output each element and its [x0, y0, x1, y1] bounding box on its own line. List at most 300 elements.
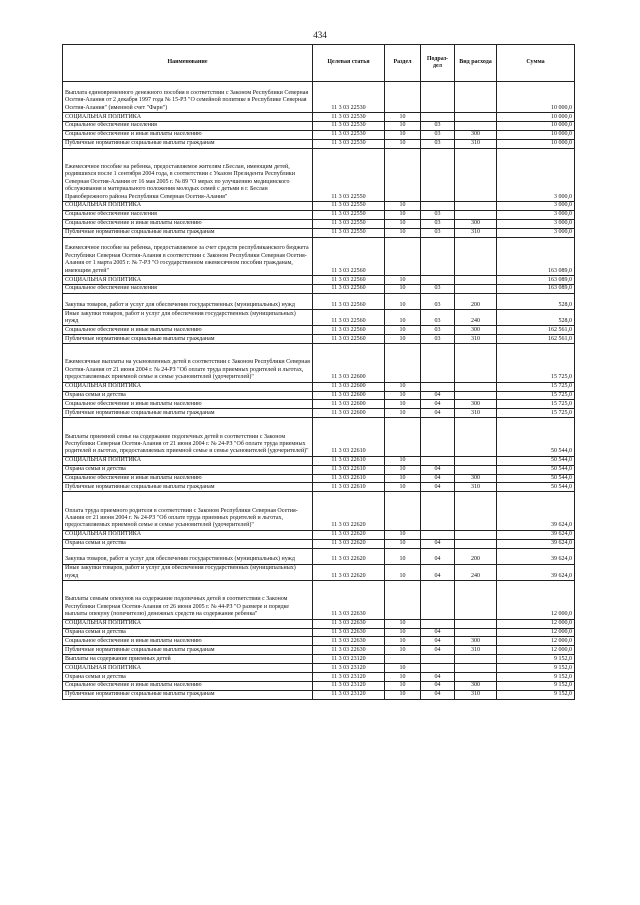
cell-section: 10	[385, 664, 421, 673]
cell-name: Ежемесячное пособие на ребенка, предоставляемое жителям г.Беслан, имеющим детей, родившихся после 1 сентября 2004 года, в соответствии с Указом Президента Республики Северная Осетия-Алания от 16 мая 2005 г. № 89 "О мерах по улучшению медицинского обслуживания и материального положения молодых семей с детьми в г. Беслан Правобережного района Республики Северная Осетия-Алания"	[63, 148, 313, 201]
cell-subsection	[421, 148, 455, 201]
cell-subsection: 04	[421, 690, 455, 699]
table-row	[63, 326, 575, 335]
cell-target-article: 11 3 03 22600	[313, 382, 385, 391]
cell-sum: 39 624,0	[497, 492, 575, 531]
cell-target-article: 11 3 03 22600	[313, 400, 385, 409]
cell-expense-type: 240	[455, 564, 497, 580]
cell-sum: 9 152,0	[497, 664, 575, 673]
cell-name: Охрана семьи и детства	[63, 673, 313, 682]
cell-section: 10	[385, 539, 421, 548]
cell-expense-type: 310	[455, 646, 497, 655]
cell-expense-type	[455, 237, 497, 276]
table-row	[63, 237, 575, 276]
table-row	[63, 335, 575, 344]
cell-section	[385, 492, 421, 531]
cell-section: 10	[385, 548, 421, 564]
cell-target-article: 11 3 03 23120	[313, 681, 385, 690]
cell-target-article: 11 3 03 22560	[313, 276, 385, 285]
cell-target-article: 11 3 03 22630	[313, 619, 385, 628]
cell-sum: 3 000,0	[497, 228, 575, 237]
cell-sum: 15 725,0	[497, 400, 575, 409]
cell-target-article: 11 3 03 22560	[313, 335, 385, 344]
table-row	[63, 148, 575, 201]
cell-name: Оплата труда приемного родителя в соответствии с Законом Республики Северная Осетия-Алания от 21 июня 2004 г. № 24-РЗ "Об оплате труда приемных родителей и льготах, предоставляемых приемной семье и семье усыновителей (удочерителей)"	[63, 492, 313, 531]
cell-target-article: 11 3 03 22620	[313, 539, 385, 548]
cell-name: Социальное обеспечение населения	[63, 121, 313, 130]
cell-subsection	[421, 530, 455, 539]
cell-target-article: 11 3 03 22600	[313, 409, 385, 418]
cell-subsection	[421, 237, 455, 276]
cell-expense-type: 300	[455, 474, 497, 483]
cell-target-article: 11 3 03 22560	[313, 284, 385, 293]
cell-sum: 10 000,0	[497, 82, 575, 113]
cell-expense-type	[455, 284, 497, 293]
table-row	[63, 673, 575, 682]
table-row	[63, 530, 575, 539]
table-header	[63, 45, 575, 82]
cell-sum: 50 544,0	[497, 465, 575, 474]
cell-expense-type	[455, 113, 497, 122]
cell-expense-type: 300	[455, 219, 497, 228]
cell-expense-type	[455, 276, 497, 285]
cell-name: Социальное обеспечение и иные выплаты населению	[63, 637, 313, 646]
cell-subsection	[421, 382, 455, 391]
cell-sum: 15 725,0	[497, 391, 575, 400]
cell-subsection	[421, 581, 455, 620]
cell-section: 10	[385, 139, 421, 148]
cell-sum: 39 624,0	[497, 564, 575, 580]
cell-section: 10	[385, 619, 421, 628]
cell-target-article: 11 3 03 22630	[313, 646, 385, 655]
table-row	[63, 690, 575, 699]
table-row	[63, 130, 575, 139]
cell-target-article: 11 3 03 23120	[313, 664, 385, 673]
cell-section	[385, 148, 421, 201]
cell-expense-type: 200	[455, 548, 497, 564]
table-row	[63, 655, 575, 664]
cell-section	[385, 237, 421, 276]
cell-expense-type	[455, 673, 497, 682]
cell-name: Ежемесячное пособие на ребенка, предоставляемое за счет средств республиканского бюджета Республики Северная Осетия-Алания в соответствии с Законом Республики Северная Осетия-Алания от 1 марта 2005 г. № 7-РЗ "О государственном ежемесячном пособии гражданам, имеющим детей"	[63, 237, 313, 276]
cell-expense-type	[455, 465, 497, 474]
cell-expense-type	[455, 344, 497, 383]
table-row	[63, 637, 575, 646]
cell-sum: 50 544,0	[497, 418, 575, 457]
cell-sum: 162 561,0	[497, 335, 575, 344]
cell-expense-type	[455, 492, 497, 531]
table-row	[63, 400, 575, 409]
cell-section: 10	[385, 474, 421, 483]
cell-name: Выплата единовременного денежного пособия в соответствии с Законом Республики Северная Осетия-Алания от 2 декабря 1997 года № 15-РЗ "О семейной политике в Республике Северная Осетия-Алания" (именной счет "Фарн")	[63, 82, 313, 113]
cell-expense-type	[455, 655, 497, 664]
cell-name: Публичные нормативные социальные выплаты гражданам	[63, 690, 313, 699]
cell-section: 10	[385, 310, 421, 326]
cell-target-article: 11 3 03 22600	[313, 391, 385, 400]
cell-subsection: 04	[421, 673, 455, 682]
table-row	[63, 418, 575, 457]
cell-expense-type	[455, 418, 497, 457]
cell-target-article: 11 3 03 23120	[313, 673, 385, 682]
cell-name: Социальное обеспечение и иные выплаты населению	[63, 474, 313, 483]
table-row	[63, 483, 575, 492]
cell-name: Публичные нормативные социальные выплаты гражданам	[63, 228, 313, 237]
cell-name: Закупка товаров, работ и услуг для обеспечения государственных (муниципальных) нужд	[63, 293, 313, 309]
cell-target-article: 11 3 03 22610	[313, 418, 385, 457]
cell-target-article: 11 3 03 22630	[313, 581, 385, 620]
cell-name: Социальное обеспечение и иные выплаты населению	[63, 681, 313, 690]
cell-expense-type: 200	[455, 293, 497, 309]
cell-section: 10	[385, 335, 421, 344]
cell-sum: 12 000,0	[497, 619, 575, 628]
cell-sum: 528,0	[497, 293, 575, 309]
table-row	[63, 82, 575, 113]
cell-target-article: 11 3 03 22550	[313, 148, 385, 201]
table-row	[63, 310, 575, 326]
cell-target-article: 11 3 03 22560	[313, 310, 385, 326]
cell-name: Иные закупки товаров, работ и услуг для обеспечения государственных (муниципальных) нужд	[63, 310, 313, 326]
cell-section: 10	[385, 681, 421, 690]
cell-subsection	[421, 619, 455, 628]
cell-section: 10	[385, 409, 421, 418]
cell-subsection: 03	[421, 139, 455, 148]
cell-subsection: 04	[421, 637, 455, 646]
cell-sum: 9 152,0	[497, 681, 575, 690]
cell-expense-type	[455, 581, 497, 620]
table-row	[63, 646, 575, 655]
table-row	[63, 628, 575, 637]
cell-name: Иные закупки товаров, работ и услуг для обеспечения государственных (муниципальных) нужд	[63, 564, 313, 580]
cell-subsection: 03	[421, 130, 455, 139]
cell-expense-type: 310	[455, 139, 497, 148]
cell-name: СОЦИАЛЬНАЯ ПОЛИТИКА	[63, 664, 313, 673]
cell-subsection: 04	[421, 548, 455, 564]
cell-section: 10	[385, 130, 421, 139]
cell-expense-type: 300	[455, 400, 497, 409]
cell-section: 10	[385, 564, 421, 580]
cell-section: 10	[385, 456, 421, 465]
cell-sum: 50 544,0	[497, 474, 575, 483]
cell-subsection: 03	[421, 228, 455, 237]
table-row	[63, 492, 575, 531]
cell-sum: 163 089,0	[497, 237, 575, 276]
cell-section: 10	[385, 646, 421, 655]
cell-expense-type	[455, 619, 497, 628]
table-row	[63, 293, 575, 309]
cell-expense-type	[455, 82, 497, 113]
table-row	[63, 681, 575, 690]
cell-subsection	[421, 113, 455, 122]
cell-expense-type	[455, 148, 497, 201]
cell-name: Ежемесячные выплаты на усыновленных детей в соответствии с Законом Республики Северная Осетия-Алания от 21 июня 2004 г. № 24-РЗ "Об оплате труда приемных родителей и льготах, предоставляемых приемной семье и семье усыновителей (удочерителей)"	[63, 344, 313, 383]
cell-subsection	[421, 456, 455, 465]
cell-expense-type	[455, 121, 497, 130]
cell-sum: 3 000,0	[497, 210, 575, 219]
cell-name: Социальное обеспечение населения	[63, 284, 313, 293]
cell-sum: 15 725,0	[497, 382, 575, 391]
cell-name: Выплаты семьям опекунов на содержание подопечных детей в соответствии с Законом Республики Северная Осетия-Алания от 26 июня 2005 г. № 44-РЗ "О размере и порядке выплаты опекуну (попечителю) денежных средств на содержание ребенка"	[63, 581, 313, 620]
cell-sum: 9 152,0	[497, 673, 575, 682]
header-sum: Сумма	[497, 45, 575, 82]
cell-section: 10	[385, 121, 421, 130]
cell-section: 10	[385, 382, 421, 391]
cell-subsection: 03	[421, 284, 455, 293]
cell-name: СОЦИАЛЬНАЯ ПОЛИТИКА	[63, 113, 313, 122]
cell-target-article: 11 3 03 22620	[313, 548, 385, 564]
cell-expense-type	[455, 664, 497, 673]
table-row	[63, 664, 575, 673]
cell-expense-type	[455, 539, 497, 548]
cell-sum: 163 089,0	[497, 284, 575, 293]
cell-target-article: 11 3 03 22550	[313, 210, 385, 219]
cell-section: 10	[385, 391, 421, 400]
cell-target-article: 11 3 03 22560	[313, 237, 385, 276]
cell-sum: 528,0	[497, 310, 575, 326]
table-row	[63, 284, 575, 293]
header-name: Наименование	[63, 45, 313, 82]
cell-sum: 3 000,0	[497, 201, 575, 210]
cell-subsection	[421, 418, 455, 457]
cell-target-article: 11 3 03 22610	[313, 456, 385, 465]
table-row	[63, 548, 575, 564]
cell-target-article: 11 3 03 22560	[313, 293, 385, 309]
cell-section: 10	[385, 400, 421, 409]
cell-section: 10	[385, 210, 421, 219]
budget-table	[62, 44, 575, 700]
cell-name: Закупка товаров, работ и услуг для обеспечения государственных (муниципальных) нужд	[63, 548, 313, 564]
cell-section: 10	[385, 690, 421, 699]
cell-subsection	[421, 664, 455, 673]
cell-subsection	[421, 82, 455, 113]
cell-expense-type	[455, 530, 497, 539]
cell-subsection: 03	[421, 326, 455, 335]
cell-subsection: 04	[421, 646, 455, 655]
header-subsection: Подраз-дел	[421, 45, 455, 82]
cell-expense-type: 300	[455, 637, 497, 646]
cell-section: 10	[385, 276, 421, 285]
table-row	[63, 201, 575, 210]
table-row	[63, 113, 575, 122]
cell-sum: 3 000,0	[497, 219, 575, 228]
cell-expense-type: 310	[455, 690, 497, 699]
cell-sum: 50 544,0	[497, 456, 575, 465]
table-row	[63, 219, 575, 228]
cell-subsection: 04	[421, 391, 455, 400]
cell-name: СОЦИАЛЬНАЯ ПОЛИТИКА	[63, 456, 313, 465]
cell-name: Социальное обеспечение и иные выплаты населению	[63, 326, 313, 335]
cell-target-article: 11 3 03 22610	[313, 483, 385, 492]
cell-sum: 9 152,0	[497, 690, 575, 699]
cell-sum: 15 725,0	[497, 409, 575, 418]
cell-subsection: 03	[421, 219, 455, 228]
table-row	[63, 409, 575, 418]
cell-sum: 10 000,0	[497, 130, 575, 139]
cell-section: 10	[385, 326, 421, 335]
cell-section: 10	[385, 284, 421, 293]
table-row	[63, 564, 575, 580]
cell-name: Социальное обеспечение и иные выплаты населению	[63, 400, 313, 409]
table-row	[63, 456, 575, 465]
cell-sum: 10 000,0	[497, 113, 575, 122]
cell-expense-type	[455, 391, 497, 400]
cell-sum: 10 000,0	[497, 121, 575, 130]
cell-target-article: 11 3 03 22620	[313, 492, 385, 531]
cell-expense-type: 310	[455, 483, 497, 492]
cell-subsection: 04	[421, 400, 455, 409]
cell-expense-type: 310	[455, 335, 497, 344]
cell-subsection: 03	[421, 310, 455, 326]
cell-target-article: 11 3 03 22550	[313, 228, 385, 237]
cell-sum: 9 152,0	[497, 655, 575, 664]
cell-name: СОЦИАЛЬНАЯ ПОЛИТИКА	[63, 619, 313, 628]
cell-expense-type: 310	[455, 228, 497, 237]
cell-name: СОЦИАЛЬНАЯ ПОЛИТИКА	[63, 530, 313, 539]
cell-section: 10	[385, 483, 421, 492]
cell-section: 10	[385, 113, 421, 122]
table-row	[63, 121, 575, 130]
cell-name: Выплаты на содержание приемных детей	[63, 655, 313, 664]
cell-expense-type: 310	[455, 409, 497, 418]
cell-section	[385, 655, 421, 664]
cell-sum: 162 561,0	[497, 326, 575, 335]
cell-target-article: 11 3 03 22530	[313, 113, 385, 122]
cell-expense-type	[455, 628, 497, 637]
cell-section: 10	[385, 293, 421, 309]
cell-target-article: 11 3 03 22630	[313, 637, 385, 646]
cell-section: 10	[385, 201, 421, 210]
cell-subsection	[421, 655, 455, 664]
cell-target-article: 11 3 03 22530	[313, 121, 385, 130]
table-row	[63, 382, 575, 391]
cell-target-article: 11 3 03 22610	[313, 474, 385, 483]
cell-expense-type: 300	[455, 681, 497, 690]
cell-subsection: 04	[421, 465, 455, 474]
cell-expense-type	[455, 456, 497, 465]
cell-target-article: 11 3 03 23120	[313, 655, 385, 664]
table-row	[63, 619, 575, 628]
table-row	[63, 210, 575, 219]
cell-section: 10	[385, 219, 421, 228]
table-row	[63, 465, 575, 474]
cell-name: Выплаты приемной семье на содержание подопечных детей в соответствии с Законом Республики Северная Осетия-Алания от 21 июня 2004 г. № 24-РЗ "Об оплате труда приемных родителей и льготах, предоставляемых приемной семье и семье усыновителей (удочерителей)"	[63, 418, 313, 457]
table-row	[63, 581, 575, 620]
cell-sum: 3 000,0	[497, 148, 575, 201]
header-section: Раздел	[385, 45, 421, 82]
table-row	[63, 391, 575, 400]
cell-expense-type	[455, 382, 497, 391]
cell-section	[385, 418, 421, 457]
cell-expense-type: 240	[455, 310, 497, 326]
cell-name: Публичные нормативные социальные выплаты гражданам	[63, 335, 313, 344]
cell-section	[385, 82, 421, 113]
cell-subsection: 04	[421, 628, 455, 637]
cell-subsection: 04	[421, 539, 455, 548]
table-row	[63, 228, 575, 237]
table-row	[63, 139, 575, 148]
cell-name: Охрана семьи и детства	[63, 628, 313, 637]
cell-sum: 15 725,0	[497, 344, 575, 383]
cell-subsection: 04	[421, 483, 455, 492]
cell-expense-type	[455, 201, 497, 210]
table-row	[63, 539, 575, 548]
cell-sum: 12 000,0	[497, 628, 575, 637]
cell-name: Публичные нормативные социальные выплаты гражданам	[63, 646, 313, 655]
cell-sum: 10 000,0	[497, 139, 575, 148]
cell-subsection: 03	[421, 210, 455, 219]
cell-subsection	[421, 344, 455, 383]
cell-subsection	[421, 201, 455, 210]
cell-sum: 12 000,0	[497, 581, 575, 620]
cell-name: СОЦИАЛЬНАЯ ПОЛИТИКА	[63, 276, 313, 285]
cell-target-article: 11 3 03 22550	[313, 219, 385, 228]
table-row	[63, 276, 575, 285]
cell-name: Социальное обеспечение и иные выплаты населению	[63, 219, 313, 228]
cell-name: СОЦИАЛЬНАЯ ПОЛИТИКА	[63, 201, 313, 210]
cell-section: 10	[385, 465, 421, 474]
cell-section: 10	[385, 530, 421, 539]
cell-sum: 12 000,0	[497, 637, 575, 646]
cell-target-article: 11 3 03 22550	[313, 201, 385, 210]
cell-name: Социальное обеспечение и иные выплаты населению	[63, 130, 313, 139]
cell-target-article: 11 3 03 22530	[313, 130, 385, 139]
cell-target-article: 11 3 03 22620	[313, 530, 385, 539]
cell-section: 10	[385, 628, 421, 637]
cell-subsection	[421, 492, 455, 531]
cell-sum: 163 089,0	[497, 276, 575, 285]
cell-name: Социальное обеспечение населения	[63, 210, 313, 219]
cell-target-article: 11 3 03 22560	[313, 326, 385, 335]
cell-target-article: 11 3 03 22530	[313, 82, 385, 113]
cell-section: 10	[385, 228, 421, 237]
cell-target-article: 11 3 03 22600	[313, 344, 385, 383]
cell-subsection: 04	[421, 409, 455, 418]
cell-sum: 50 544,0	[497, 483, 575, 492]
cell-target-article: 11 3 03 22620	[313, 564, 385, 580]
cell-subsection: 04	[421, 564, 455, 580]
cell-name: Охрана семьи и детства	[63, 391, 313, 400]
cell-expense-type	[455, 210, 497, 219]
cell-subsection: 04	[421, 681, 455, 690]
cell-name: Публичные нормативные социальные выплаты гражданам	[63, 409, 313, 418]
cell-subsection	[421, 276, 455, 285]
cell-subsection: 04	[421, 474, 455, 483]
cell-expense-type: 300	[455, 130, 497, 139]
cell-target-article: 11 3 03 22630	[313, 628, 385, 637]
cell-target-article: 11 3 03 22530	[313, 139, 385, 148]
cell-name: Охрана семьи и детства	[63, 465, 313, 474]
cell-sum: 12 000,0	[497, 646, 575, 655]
cell-name: Публичные нормативные социальные выплаты гражданам	[63, 483, 313, 492]
table-body	[63, 82, 575, 700]
cell-target-article: 11 3 03 22610	[313, 465, 385, 474]
cell-section: 10	[385, 673, 421, 682]
cell-section	[385, 581, 421, 620]
cell-subsection: 03	[421, 335, 455, 344]
cell-section: 10	[385, 637, 421, 646]
header-target-article: Целевая статья	[313, 45, 385, 82]
cell-expense-type: 300	[455, 326, 497, 335]
cell-subsection: 03	[421, 293, 455, 309]
cell-target-article: 11 3 03 23120	[313, 690, 385, 699]
cell-name: Публичные нормативные социальные выплаты гражданам	[63, 139, 313, 148]
page-number: 434	[313, 30, 327, 40]
cell-sum: 39 624,0	[497, 548, 575, 564]
table-row	[63, 344, 575, 383]
cell-sum: 39 624,0	[497, 530, 575, 539]
header-expense-type: Вид расхода	[455, 45, 497, 82]
cell-name: СОЦИАЛЬНАЯ ПОЛИТИКА	[63, 382, 313, 391]
cell-sum: 39 624,0	[497, 539, 575, 548]
